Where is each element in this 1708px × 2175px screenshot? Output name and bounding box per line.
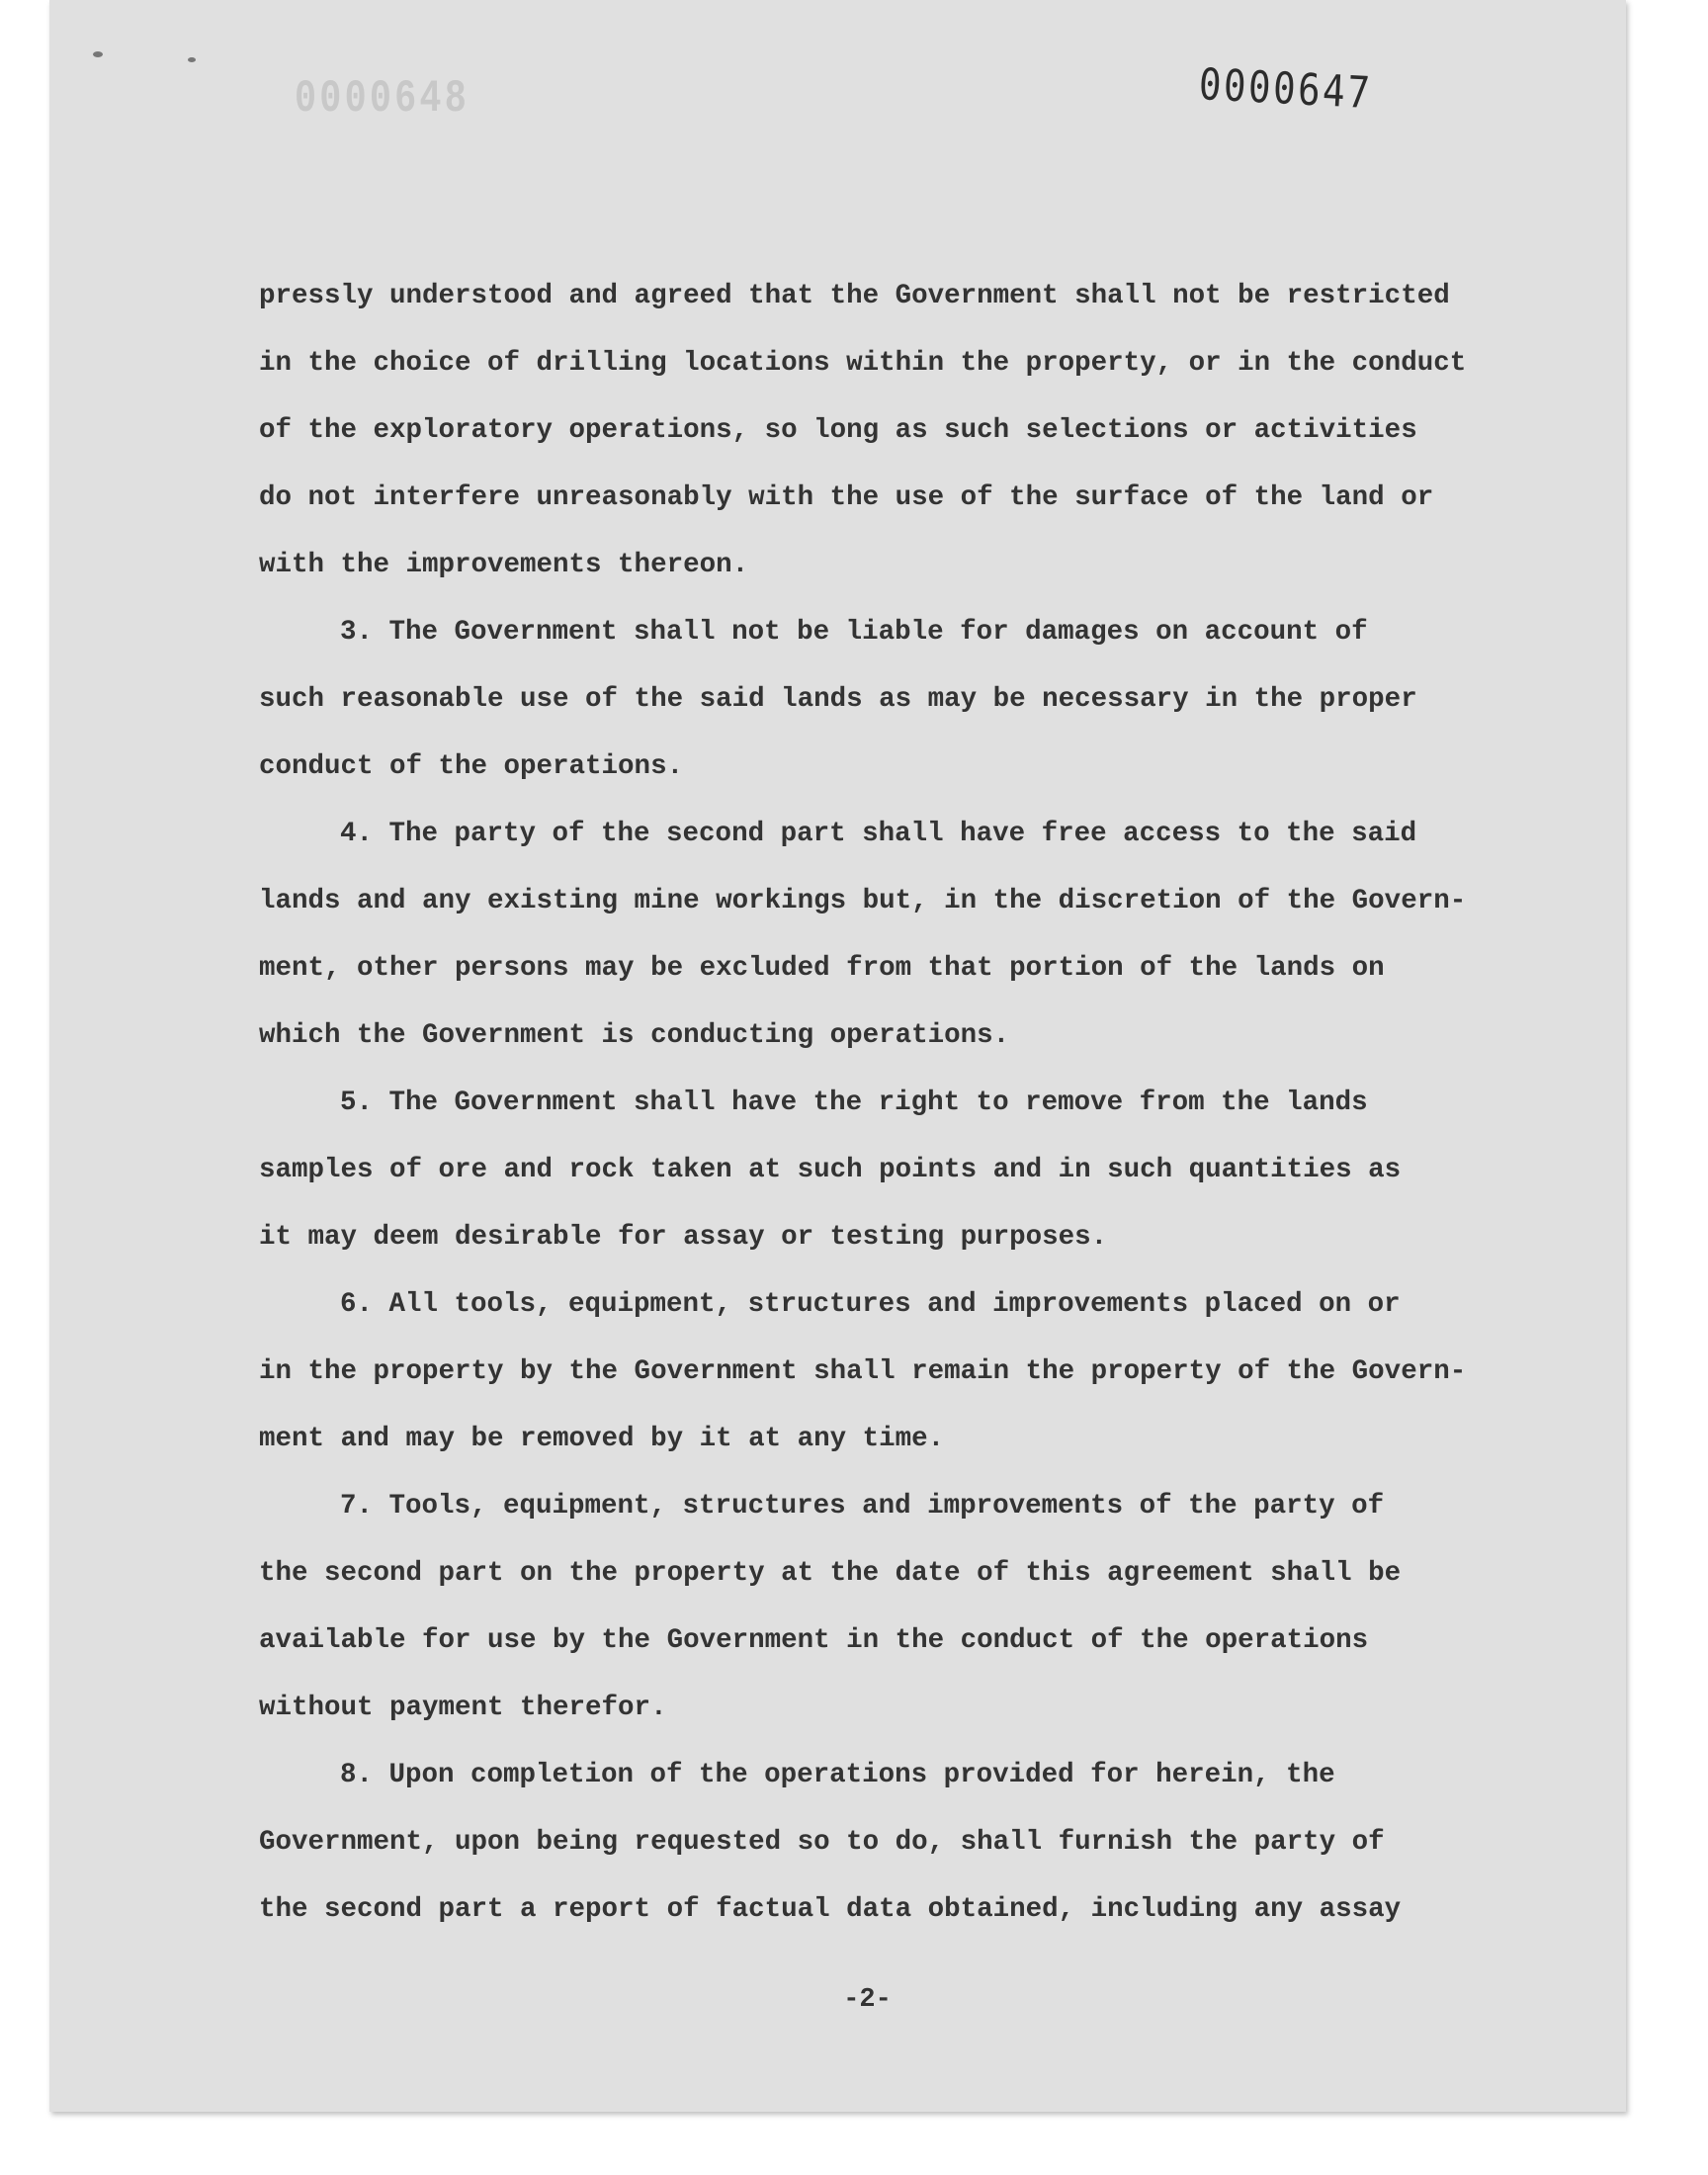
text-line: it may deem desirable for assay or testing purposes.: [259, 1222, 1108, 1253]
paragraph-7-start: 7. Tools, equipment, structures and improvements of the party of: [340, 1491, 1385, 1522]
document-number: 0000647: [1197, 59, 1374, 120]
text-line: ment, other persons may be excluded from that portion of the lands on: [259, 953, 1385, 984]
paragraph-5-start: 5. The Government shall have the right to remove from the lands: [340, 1088, 1368, 1118]
text-line: lands and any existing mine workings but, in the discretion of the Govern-: [259, 886, 1467, 916]
paper-speck: [188, 57, 196, 62]
text-line: without payment therefor.: [259, 1693, 667, 1723]
text-line: ment and may be removed by it at any time.: [259, 1424, 945, 1454]
text-line: conduct of the operations.: [259, 751, 684, 782]
text-line: pressly understood and agreed that the Government shall not be restricted: [259, 281, 1450, 311]
text-line: the second part a report of factual data obtained, including any assay: [259, 1894, 1402, 1925]
body-text: [259, 263, 1534, 1944]
text-line: samples of ore and rock taken at such points and in such quantities as: [259, 1155, 1402, 1185]
text-line: in the choice of drilling locations within the property, or in the conduct: [259, 348, 1467, 379]
text-line: Government, upon being requested so to do, shall furnish the party of: [259, 1827, 1385, 1858]
text-line: of the exploratory operations, so long as such selections or activities: [259, 415, 1417, 446]
paragraph-4-start: 4. The party of the second part shall have free access to the said: [340, 819, 1417, 849]
text-line: with the improvements thereon.: [259, 550, 749, 580]
text-line: such reasonable use of the said lands as may be necessary in the proper: [259, 684, 1417, 715]
text-line: which the Government is conducting operations.: [259, 1020, 1010, 1051]
text-line: in the property by the Government shall remain the property of the Govern-: [259, 1356, 1467, 1387]
document-page: [49, 0, 1626, 2112]
text-line: available for use by the Government in the conduct of the operations: [259, 1625, 1369, 1656]
paragraph-8-start: 8. Upon completion of the operations provided for herein, the: [340, 1760, 1335, 1790]
paper-speck: [93, 51, 103, 57]
faint-stamp-number: 0000648: [295, 73, 470, 125]
paragraph-6-start: 6. All tools, equipment, structures and improvements placed on or: [340, 1289, 1401, 1320]
page-number: -2-: [843, 1985, 892, 2015]
paragraph-3-start: 3. The Government shall not be liable for damages on account of: [340, 617, 1368, 648]
text-line: do not interfere unreasonably with the use of the surface of the land or: [259, 482, 1434, 513]
text-line: the second part on the property at the date of this agreement shall be: [259, 1558, 1402, 1589]
